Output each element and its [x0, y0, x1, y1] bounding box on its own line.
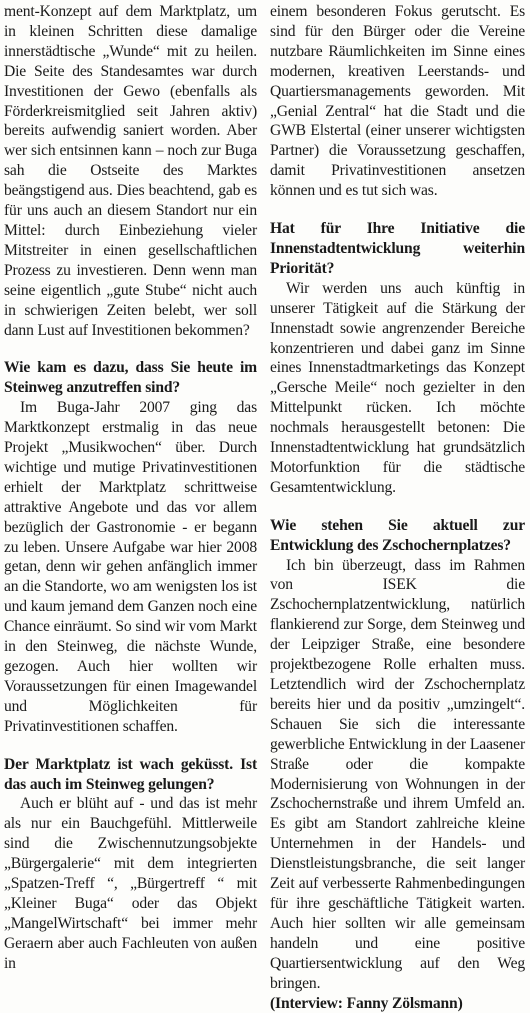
left-column	[4, 2, 257, 974]
paragraph: Auch er blüht auf - und das ist mehr als nur ein Bauchgefühl. Mittlerweile sind die Zwischennutzungsobjekte „Bürgergalerie“ mit dem integrierten „Spatzen-Treff “, „Bürgertreff “ mit „Kleiner Buga“ oder das Objekt „MangelWirtschaft“ bei immer mehr Geraern aber auch Fachleuten von außen in	[4, 794, 257, 973]
paragraph: Ich bin überzeugt, dass im Rahmen von ISEK die Zschochernplatzentwicklung, natürlich flankierend zur Sorge, dem Steinweg und der Leipziger Straße, eine besondere projektbezogene Rolle erhalten muss. Letztendlich wird der Zschochernplatz bereits hier und da positiv „umzingelt“. Schauen Sie sich die interessante gewerbliche Entwicklung in der Laasener Straße oder die kompakte Modernisierung von Wohnungen in der Zschochernstraße und ihrem Umfeld an. Es gibt am Standort zahlreiche kleine Unternehmen in der Handels- und Dienstleistungsbranche, die seit langer Zeit auf verbesserte Rahmenbedingungen für ihre geschäftliche Tätigkeit warten. Auch hier sollten wir alle gemeinsam handeln und eine positive Quartiersentwicklung auf den Weg bringen.	[270, 556, 525, 994]
paragraph: einem besonderen Fokus gerutscht. Es sind für den Bürger oder die Vereine nutzbare Räumlichkeiten im Sinne eines modernen, kreativen Leerstands- und Quartiersmanagements geworden. Mit „Genial Zentral“ hat die Stadt und die GWB Elstertal (einer unserer wichtigsten Partner) die Voraussetzung geschaffen, damit Privatinvestitionen ansetzen können und es tut sich was.	[270, 2, 525, 201]
paragraph: ment-Konzept auf dem Marktplatz, um in kleinen Schritten diese damalige innerstädtische „Wunde“ mit zu heilen. Die Seite des Standesamtes war durch Investitionen der Gewo (ebenfalls als Förderkreismitglied seit Jahren aktiv) bereits aufwendig saniert worden. Aber wer sich entsinnen kann – noch zur Buga sah die Ostseite des Marktes beängstigend aus. Dies beachtend, gab es für uns auch an diesem Standort nur ein Mittel: durch Einbeziehung vieler Mitstreiter in einen gesellschaftlichen Prozess zu investieren. Denn wenn man seine eigentlich „gute Stube“ nicht auch in schwierigen Zeiten belebt, wer soll dann Lust auf Investitionen bekommen?	[4, 2, 257, 340]
interview-question: Wie kam es dazu, dass Sie heute im Steinweg anzutreffen sind?	[4, 358, 257, 398]
right-column	[270, 2, 525, 1013]
interview-credit: (Interview: Fanny Zölsmann)	[270, 994, 525, 1013]
paragraph: Wir werden uns auch künftig in unserer Tätigkeit auf die Stärkung der Innenstadt sowie angrenzender Bereiche konzentrieren und dabei ganz im Sinne eines Innenstadtmarketings das Konzept „Gersche Meile“ noch gezielter in den Mittelpunkt rücken. Ich möchte nochmals herausgestellt betonen: Die Innenstadtentwicklung hat grundsätzlich Motorfunktion für die städtische Gesamtentwicklung.	[270, 279, 525, 498]
interview-question: Wie stehen Sie aktuell zur Entwicklung des Zschochernplatzes?	[270, 516, 525, 556]
interview-question: Hat für Ihre Initiative die Innenstadtentwicklung weiterhin Priorität?	[270, 219, 525, 279]
interview-question: Der Marktplatz ist wach geküsst. Ist das auch im Steinweg gelungen?	[4, 755, 257, 795]
paragraph: Im Buga-Jahr 2007 ging das Marktkonzept erstmalig in das neue Projekt „Musikwochen“ über. Durch wichtige und mutige Privatinvestitionen erhielt der Marktplatz schrittweise attraktive Angebote und das vor allem bezüglich der Gastronomie - er begann zu leben. Unsere Aufgabe war hier 2008 getan, denn wir gehen anfänglich immer an die Standorte, wo am wenigsten los ist und kaum jemand dem Ganzen noch eine Chance einräumt. So sind wir vom Markt in den Steinweg, die nächste Wunde, gezogen. Auch hier wollten wir Voraussetzungen für einen Imagewandel und Möglichkeiten für Privatinvestitionen schaffen.	[4, 398, 257, 736]
